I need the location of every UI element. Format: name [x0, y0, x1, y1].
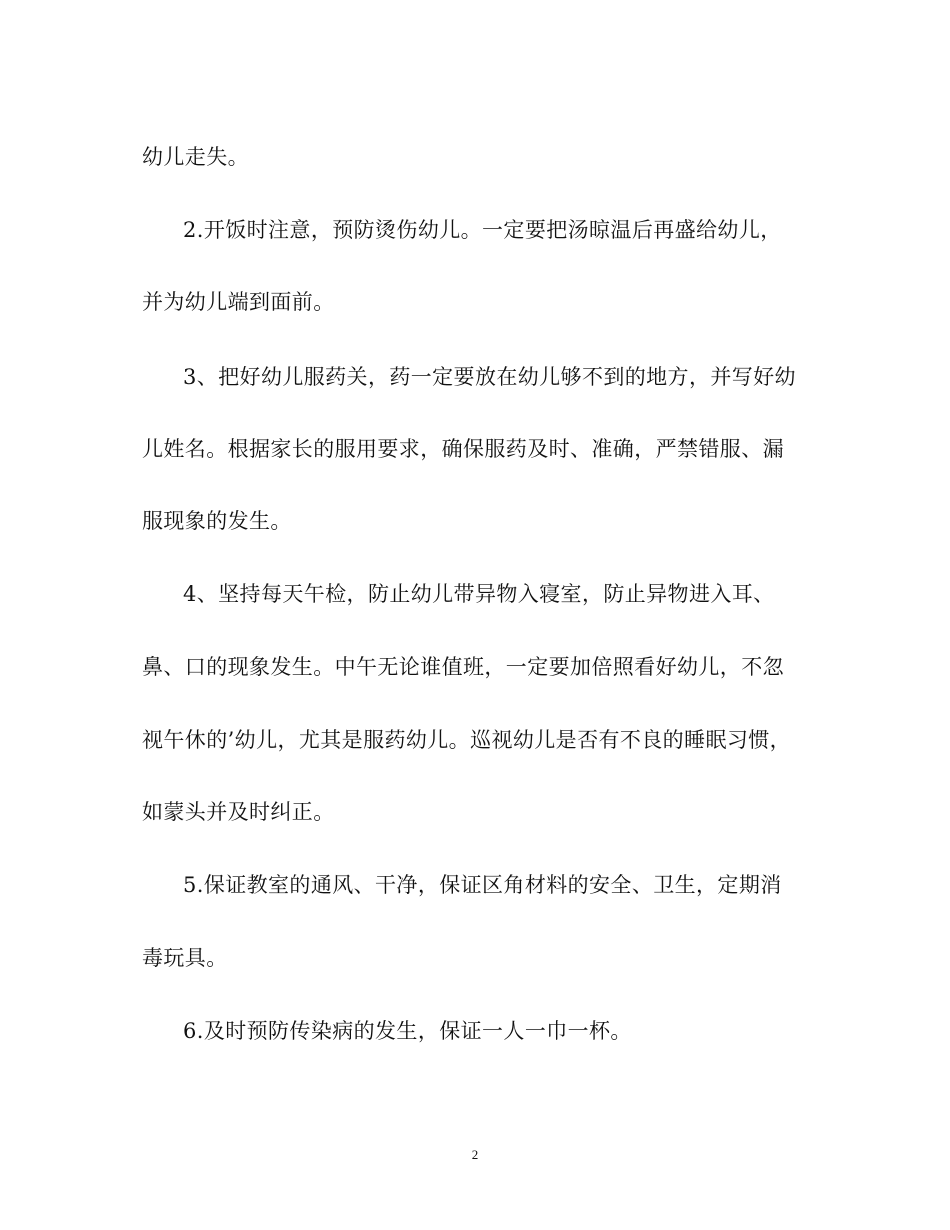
text-line: 毒玩具。	[142, 946, 228, 970]
text-line: 幼儿走失。	[142, 145, 249, 169]
text-line: 儿姓名。根据家长的服用要求，确保服药及时、准确，严禁错服、漏	[142, 437, 784, 461]
text-line: 鼻、口的现象发生。中午无论谁值班，一定要加倍照看好幼儿，不忽	[142, 655, 784, 679]
text-line: 5.保证教室的通风、干净，保证区角材料的安全、卫生，定期消	[183, 873, 782, 897]
text-line: 6.及时预防传染病的发生，保证一人一巾一杯。	[183, 1019, 632, 1043]
text-line: 如蒙头并及时纠正。	[142, 800, 335, 824]
text-line: 并为幼儿端到面前。	[142, 290, 335, 314]
text-line: 3、把好幼儿服药关，药一定要放在幼儿够不到的地方，并写好幼	[183, 365, 796, 389]
text-line: 视午休的’幼儿，尤其是服药幼儿。巡视幼儿是否有不良的睡眠习惯，	[142, 728, 792, 752]
text-line: 4、坚持每天午检，防止幼儿带异物入寝室，防止异物进入耳、	[183, 582, 775, 606]
text-line: 服现象的发生。	[142, 509, 292, 533]
text-line: 2.开饭时注意，预防烫伤幼儿。一定要把汤晾温后再盛给幼儿，	[183, 218, 782, 242]
page-number: 2	[471, 1147, 479, 1162]
